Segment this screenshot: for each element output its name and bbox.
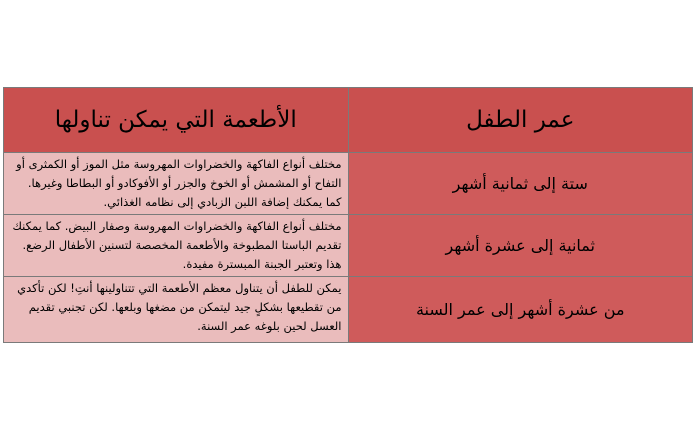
foods-cell: مختلف أنواع الفاكهة والخضراوات المهروسة مثل الموز أو الكمثرى أو التفاح أو المشمش أو الخوخ والجزر أو الأفوكادو أو البطاطا وغيرها. كما يمكنك إضافة اللبن الزبادي إلى نظامه الغذائي. <box>4 153 349 215</box>
table-row <box>4 215 693 277</box>
age-cell: ستة إلى ثمانية أشهر <box>348 153 693 215</box>
table-header-row <box>4 88 693 153</box>
baby-food-table <box>3 87 693 343</box>
foods-cell: يمكن للطفل أن يتناول معظم الأطعمة التي تتناولينها أنتِ! لكن تأكدي من تقطيعها بشكلٍ جيد ليتمكن من مضغها وبلعها. لكن تجنبي تقديم العسل لحين بلوغه عمر السنة. <box>4 277 349 343</box>
table-row <box>4 153 693 215</box>
age-cell: ثمانية إلى عشرة أشهر <box>348 215 693 277</box>
age-cell: من عشرة أشهر إلى عمر السنة <box>348 277 693 343</box>
header-foods: الأطعمة التي يمكن تناولها <box>4 88 349 153</box>
header-age: عمر الطفل <box>348 88 693 153</box>
table-row <box>4 277 693 343</box>
foods-cell: مختلف أنواع الفاكهة والخضراوات المهروسة وصفار البيض. كما يمكنك تقديم الباستا المطبوخة والأطعمة المخصصة لتسنين الأطفال الرضع. هذا وتعتبر الجبنة المبسترة مفيدة. <box>4 215 349 277</box>
baby-food-table-container <box>3 87 693 342</box>
